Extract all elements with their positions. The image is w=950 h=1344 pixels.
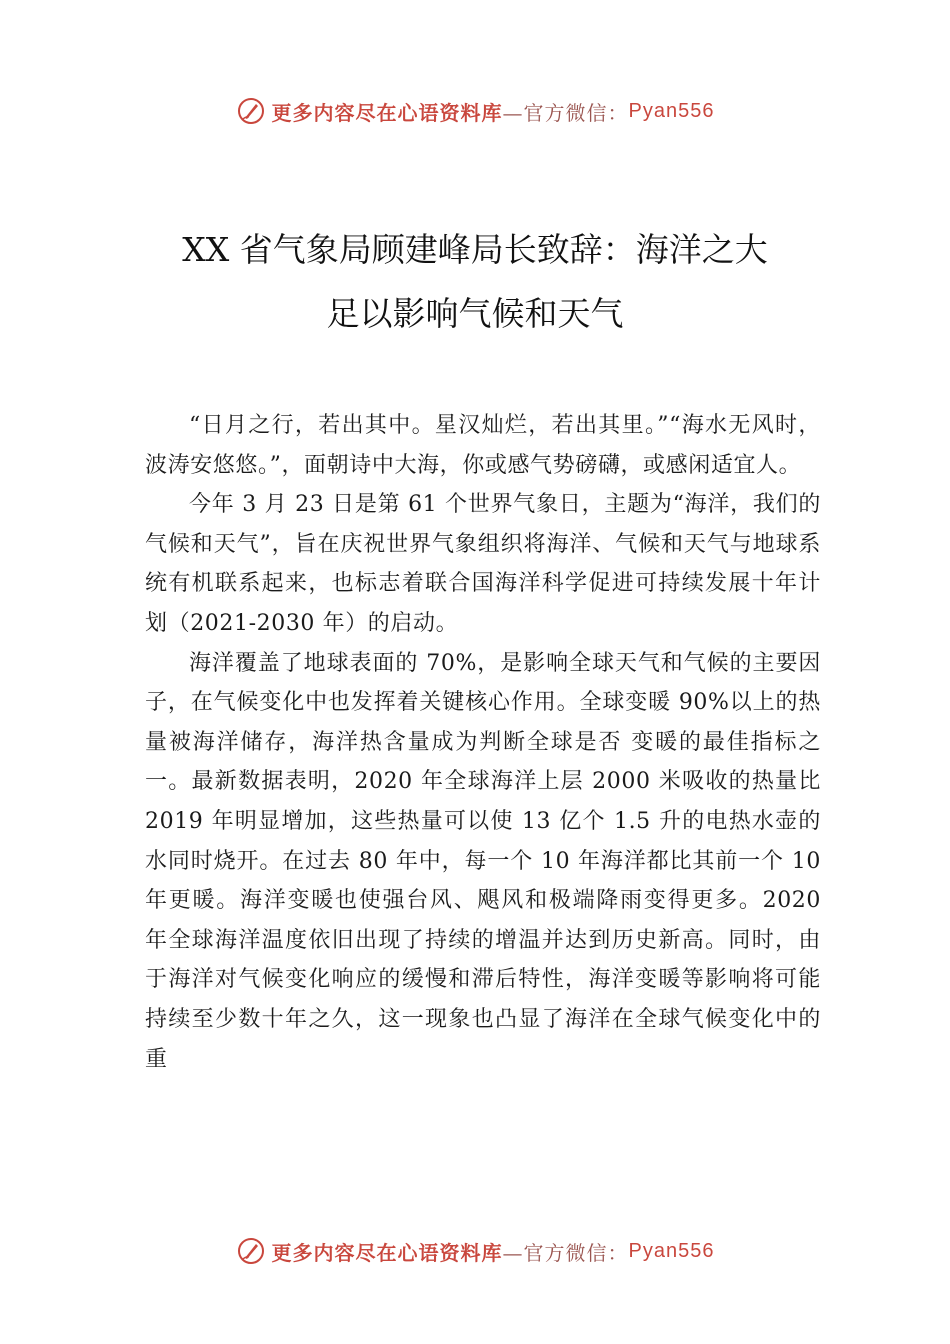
banner-dash: —官方微信： <box>502 100 629 125</box>
banner-wechat-id: Pyan556 <box>628 1239 715 1262</box>
footer-banner <box>0 1236 950 1266</box>
quill-logo-icon <box>236 96 266 126</box>
banner-dash: —官方微信： <box>502 1240 629 1265</box>
paragraph-3: 海洋覆盖了地球表面的 70%，是影响全球天气和气候的主要因子，在气候变化中也发挥着关键核心作用。全球变暖 90%以上的热量被海洋储存，海洋热含量成为判断全球是否 变暖的最佳指标之一。最新数据表明，2020 年全球海洋上层 2000 米吸收的热量比 2019 年明显增加，这些热量可以使 13 亿个 1.5 升的电热水壶的水同时烧开。在过去 80 年中，每一个 10 年海洋都比其前一个 10 年更暖。海洋变暖也使强台风、飓风和极端降雨变得更多。2020 年全球海洋温度依旧出现了持续的增温并达到历史新高。同时，由于海洋对气候变化响应的缓慢和滞后特性，海洋变暖等影响将可能持续至少数十年之久，这一现象也凸显了海洋在全球气候变化中的重 <box>145 650 821 1072</box>
article-body <box>145 406 821 1079</box>
title-line-2: 足以影响气候和天气 <box>326 294 624 333</box>
banner-prefix: 更多内容尽在心语资料库 <box>271 100 503 125</box>
header-banner <box>0 96 950 126</box>
paragraph-2: 今年 3 月 23 日是第 61 个世界气象日，主题为“海洋，我们的气候和天气”，旨在庆祝世界气象组织将海洋、气候和天气与地球系统有机联系起来，也标志着联合国海洋科学促进可持续发展十年计划（2021-2030 年）的启动。 <box>145 492 821 636</box>
page-title <box>140 218 810 346</box>
paragraph-1: “日月之行，若出其中。星汉灿烂，若出其里。”“海水无风时，波涛安悠悠。”，面朝诗中大海，你或感气势磅礴，或感闲适宜人。 <box>145 413 821 478</box>
quill-logo-icon <box>236 1236 266 1266</box>
banner-wechat-id: Pyan556 <box>628 99 715 122</box>
banner-prefix: 更多内容尽在心语资料库 <box>271 1240 503 1265</box>
title-line-1: XX 省气象局顾建峰局长致辞：海洋之大 <box>182 230 768 269</box>
